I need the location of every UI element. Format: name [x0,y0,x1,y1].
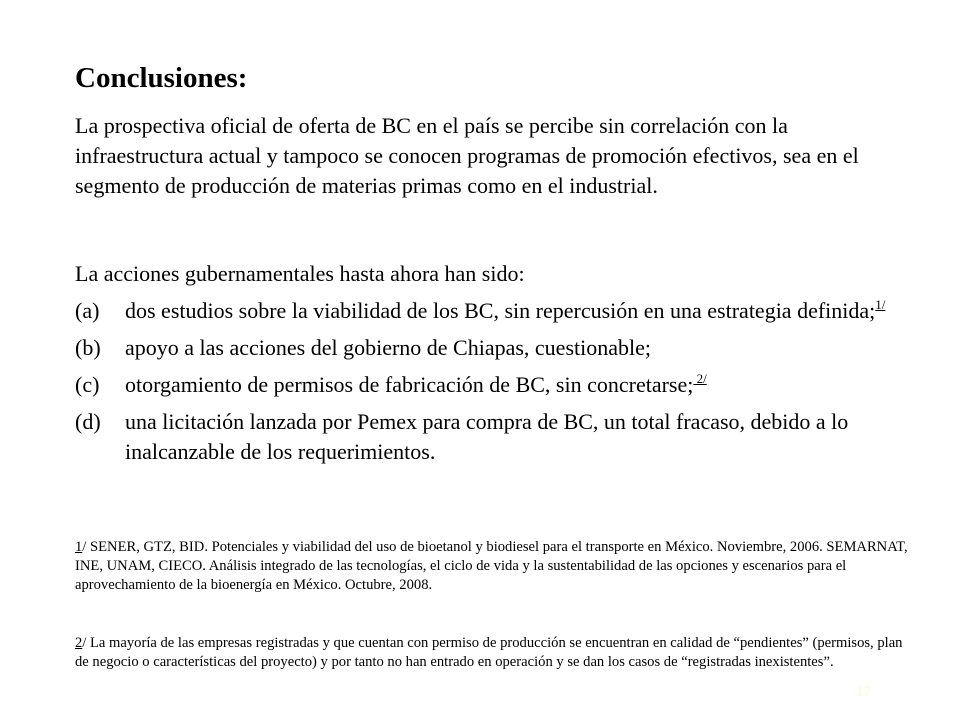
footnote-1 [75,538,910,595]
page-number: 17 [856,684,871,700]
list-item-label: (c) [75,372,100,397]
actions-list [75,296,915,474]
list-item-text: una licitación lanzada por Pemex para compra de BC, un total fracaso, debido a lo inalcanzable de los requerimientos. [125,409,849,464]
footnote-text: / SENER, GTZ, BID. Potenciales y viabilidad del uso de bioetanol y biodiesel para el transporte en México. Noviembre, 2006. SEMARNAT, INE, UNAM, CIECO. Análisis integrado de las tecnologías, el ciclo de vida y la sustentabilidad de las opciones y escenarios para el aprovechamiento de la bioenergía en México. Octubre, 2008. [75,539,908,593]
footnote-ref: 1/ [875,297,886,312]
list-item [75,407,915,467]
list-item [75,333,915,363]
list-item-label: (b) [75,335,101,360]
footnote-ref: 2/ [693,371,707,386]
list-item [75,296,915,326]
list-item-label: (a) [75,298,100,323]
list-item-text: apoyo a las acciones del gobierno de Chiapas, cuestionable; [125,335,651,360]
list-item [75,370,915,400]
list-item-label: (d) [75,409,101,434]
footnote-mark: 1 [75,539,83,555]
slide-title: Conclusiones: [75,62,248,94]
list-item-text: otorgamiento de permisos de fabricación de BC, sin concretarse; [125,372,694,397]
footnote-text: / La mayoría de las empresas registradas y que cuentan con permiso de producción se encuentran en calidad de “pendientes” (permisos, plan de negocio o características del proyecto) y por tanto no han entrado en operación y se dan los casos de “registradas inexistentes”. [75,635,903,670]
list-item-text: dos estudios sobre la viabilidad de los BC, sin repercusión en una estrategia definida; [125,298,876,323]
paragraph-actions-heading: La acciones gubernamentales hasta ahora han sido: [75,261,525,286]
paragraph-intro: La prospectiva oficial de oferta de BC en el país se percibe sin correlación con la infraestructura actual y tampoco se conocen programas de promoción efectivos, sea en el segmento de producción de materias primas como en el industrial. [75,113,859,198]
footnote-2 [75,634,910,672]
footnote-mark: 2 [75,635,83,651]
